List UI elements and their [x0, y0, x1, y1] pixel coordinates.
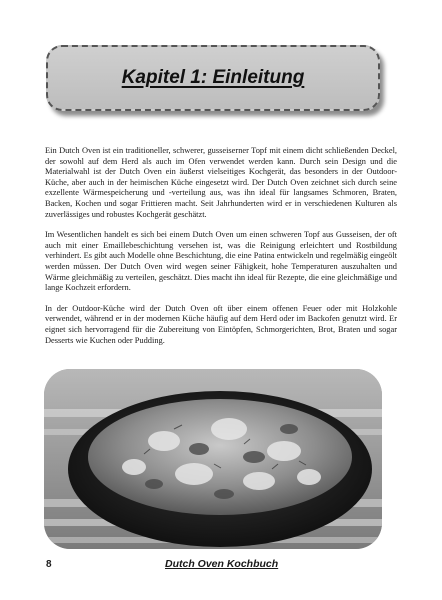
paragraph-2: Im Wesentlichen handelt es sich bei einem Dutch Oven um einen schweren Topf aus Gusseisen, der oft auch mit einer Emaillebeschichtung versehen ist, was die Reinigung erleichtert und Rostbildung verhindert. Es gibt auch Modelle ohne Beschichtung, die eine Patina entwickeln und regelmäßig eingeölt werden müssen. Der Dutch Oven wird wegen seiner Fähigkeit, hohe Temperaturen auszuhalten und Wärme gleichmäßig zu verteilen, geschätzt. Dies macht ihn ideal für Rezepte, die eine gleichmäßige und lange Kochzeit erfordern.	[45, 230, 397, 293]
page-number: 8	[46, 559, 52, 570]
paragraph-1: Ein Dutch Oven ist ein traditioneller, schwerer, gusseiserner Topf mit einem dicht schließenden Deckel, der sowohl auf dem Herd als auch im Ofen verwendet werden kann. Durch sein Design und die Materialwahl ist der Dutch Oven ein äußerst vielseitiges Kochgerät, das besonders in der Outdoor-Küche, aber auch in der heimischen Küche eingesetzt wird. Der Dutch Oven zeichnet sich durch seine exzellente Wärmespeicherung und -verteilung aus, was ihn ideal für langsames Schmoren, Braten, Backen, Kochen und sogar Frittieren macht. Seit Jahrhunderten wird er in verschiedenen Kulturen als zuverlässiges und robustes Kochgerät geschätzt.	[45, 146, 397, 219]
body-text	[45, 146, 397, 356]
chapter-title: Kapitel 1: Einleitung	[121, 67, 305, 88]
chapter-heading-box	[46, 45, 380, 111]
footer-book-title: Dutch Oven Kochbuch	[165, 558, 279, 570]
dutch-oven-stew-photo	[44, 369, 382, 549]
paragraph-3: In der Outdoor-Küche wird der Dutch Oven oft über einem offenen Feuer oder mit Holzkohle verwendet, während er in der modernen Küche häufig auf dem Herd oder im Backofen genutzt wird. Er eignet sich hervorragend für die Zubereitung von Eintöpfen, Schmorgerichten, Brot, Braten und sogar Desserts wie Kuchen oder Pudding.	[45, 303, 397, 345]
